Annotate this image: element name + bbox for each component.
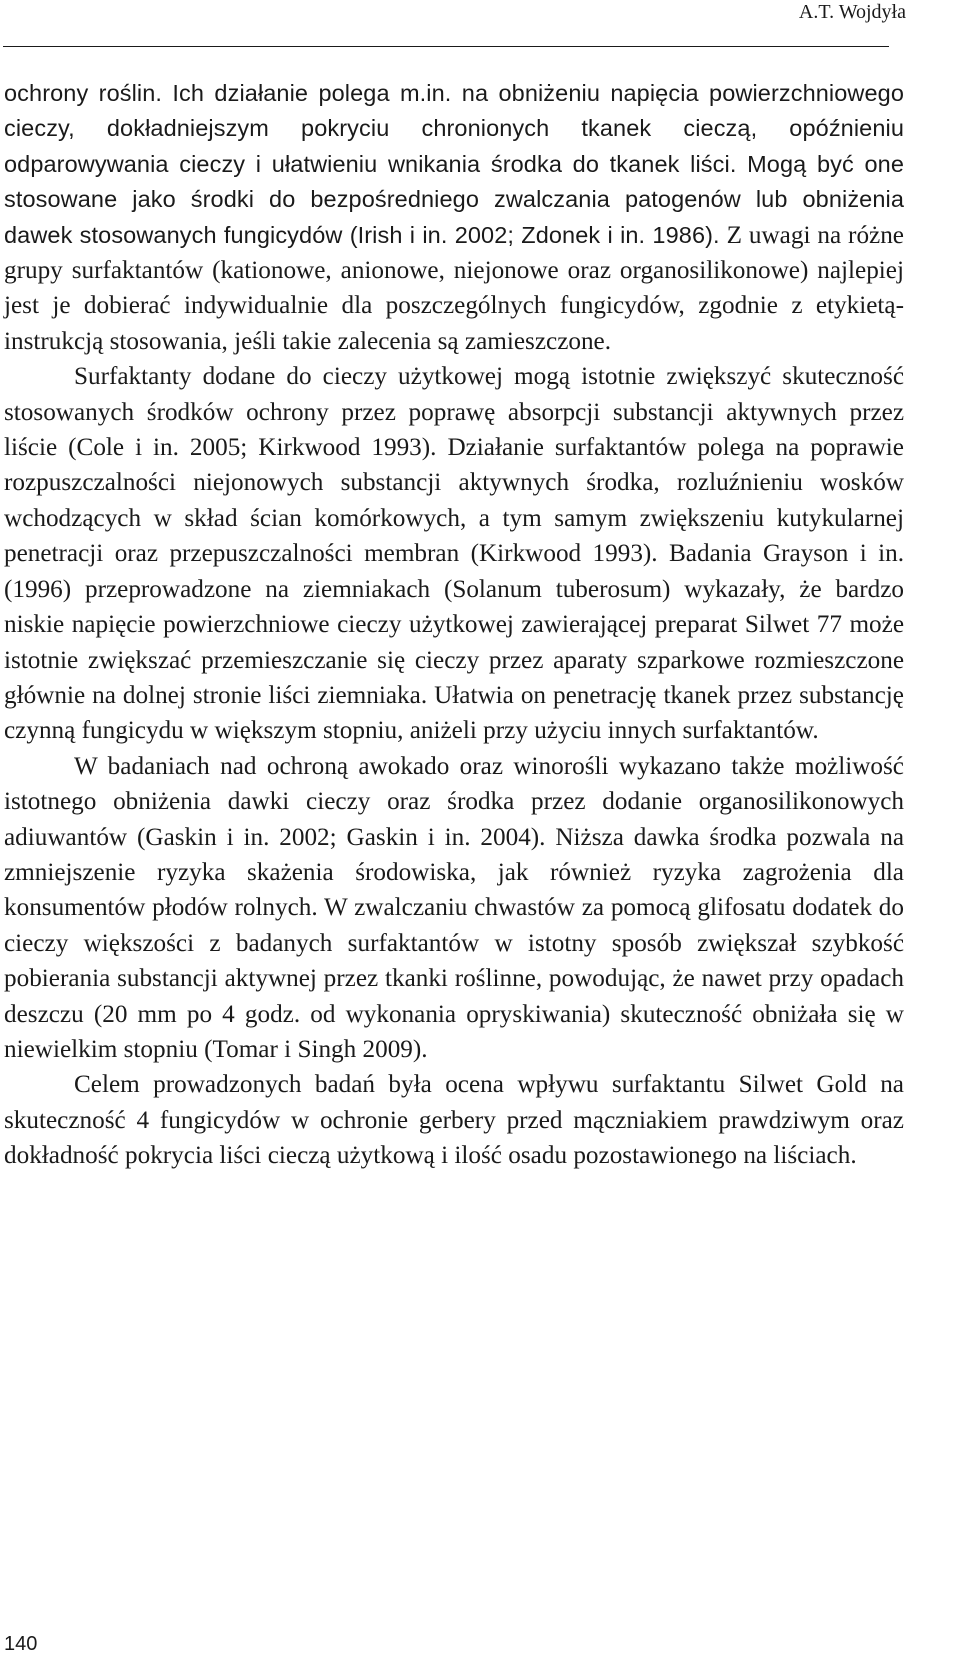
header-rule <box>3 46 889 47</box>
paragraph-1-sans-segment: ochrony roślin. Ich działanie polega m.in. na obniżeniu napięcia powierzchniowego cieczy, dokładniejszym pokryciu chronionych tkanek cieczą, opóźnieniu odparowywania cieczy i ułatwieniu wnikania środka do tkanek liści. Mogą być one stosowane jako środki do bezpośredniego zwalczania patogenów lub obniżenia dawek stosowanych fungicydów (Irish i in. 2002; Zdonek i in. 1986). <box>4 80 904 248</box>
page-number: 140 <box>4 1633 38 1655</box>
paragraph-2 <box>4 359 904 748</box>
paragraph-3-text: W badaniach nad ochroną awokado oraz winorośli wykazano także możliwość istotnego obniżenia dawki cieczy oraz środka przez dodanie organosilikonowych adiuwantów (Gaskin i in. 2002; Gaskin i in. 2004). Niższa dawka środka pozwala na zmniejszenie ryzyka skażenia środowiska, jak również ryzyka zagrożenia dla konsumentów płodów rolnych. W zwalczaniu chwastów za pomocą glifosatu dodatek do cieczy większości z badanych surfaktantów w istotny sposób zwiększał szybkość pobierania substancji aktywnej przez tkanki roślinne, powodując, że nawet przy opadach deszczu (20 mm po 4 godz. od wykonania opryskiwania) skuteczność obniżała się w niewielkim stopniu (Tomar i Singh 2009). <box>4 752 904 1063</box>
paragraph-3 <box>4 749 904 1068</box>
running-head: A.T. Wojdyła <box>798 1 906 23</box>
body-text <box>4 76 904 1174</box>
paragraph-1 <box>4 76 904 359</box>
paragraph-4 <box>4 1067 904 1173</box>
paragraph-4-text: Celem prowadzonych badań była ocena wpływu surfaktantu Silwet Gold na skuteczność 4 fungicydów w ochronie gerbery przed mączniakiem prawdziwym oraz dokładność pokrycia liści cieczą użytkową i ilość osadu pozostawionego na liściach. <box>4 1071 904 1170</box>
paragraph-2-text: Surfaktanty dodane do cieczy użytkowej mogą istotnie zwiększyć skuteczność stosowanych środków ochrony przez poprawę absorpcji substancji aktywnych przez liście (Cole i in. 2005; Kirkwood 1993). Działanie surfaktantów polega na poprawie rozpuszczalności niejonowych substancji aktywnych środka, rozluźnieniu wosków wchodzących w skład ścian komórkowych, a tym samym zwiększeniu kutykularnej penetracji oraz przepuszczalności membran (Kirkwood 1993). Badania Grayson i in. (1996) przeprowadzone na ziemniakach (Solanum tuberosum) wykazały, że bardzo niskie napięcie powierzchniowe cieczy użytkowej zawierającej preparat Silwet 77 może istotnie zwiększać przemieszczanie się cieczy przez aparaty szparkowe rozmieszczone głównie na dolnej stronie liści ziemniaka. Ułatwia on penetrację tkanek przez substancję czynną fungicydu w większym stopniu, aniżeli przy użyciu innych surfaktantów. <box>4 363 904 745</box>
paragraph-1-serif-segment: Z uwagi na różne grupy surfaktantów (kationowe, anionowe, niejonowe oraz organosilikonowe) najlepiej jest je dobierać indywidualnie dla poszczególnych fungicydów, zgodnie z etykietą-instrukcją stosowania, jeśli takie zalecenia są zamieszczone. <box>4 221 904 355</box>
